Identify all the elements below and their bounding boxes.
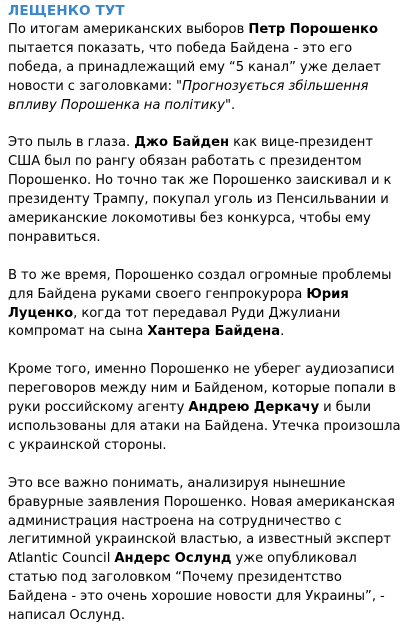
paragraph-text: В то же время, Порошенко создал огромные проблемы для Байдена руками своего генпрокурора	[8, 267, 392, 302]
paragraph-text: Кроме того, именно Порошенко не уберег аудиозаписи переговоров между ним и Байденом, которые попали в руки российскому агенту	[8, 362, 397, 416]
paragraph-spacer	[8, 342, 405, 361]
paragraph-text: По итогам американских выборов	[8, 22, 249, 37]
paragraph-text: , когда тот передавал Руди Джулиани компромат на сына	[8, 305, 341, 340]
post-paragraph-4	[8, 361, 405, 456]
paragraph-text: Это пыль в глаза.	[8, 135, 135, 151]
paragraph-text: .	[231, 97, 236, 113]
person-name-bold: Андрею Деркачу	[188, 400, 320, 416]
paragraph-text: уже опубликовал статью под заголовком “Почему президентство Байдена - это очень хорошие новости для Украины”, - написал Ослунд.	[8, 551, 385, 624]
post-paragraph-2	[8, 134, 405, 247]
paragraph-text: как вице-президент США был по рангу обязан работать с президентом Порошенко. Но точно так же Порошенко заискивал и к президенту Трампу, покупал уголь из Пенсильвании и американские локомотивы без конкурса, чтобы ему понравиться.	[8, 135, 392, 245]
channel-name[interactable]: ЛЕЩЕНКО ТУТ	[8, 3, 125, 19]
post-paragraph-5	[8, 475, 405, 626]
paragraph-text: Это все важно понимать, анализируя нынешние бравурные заявления Порошенко. Новая американская администрация настроена на сотрудничество с легитимной украинской властью, а известный эксперт Atlantic Council	[8, 475, 395, 567]
paragraph-text: .	[280, 324, 285, 340]
paragraph-text: пытается показать, что победа Байдена - это его победа, а принадлежащий ему “5 канал” уже делает новости с заголовками:	[8, 40, 381, 94]
person-name-bold: Андерс Ослунд	[114, 551, 232, 567]
post-paragraph-3	[8, 267, 405, 343]
person-name-bold: Юрия Луценко	[8, 286, 349, 321]
paragraph-text: и были использованы для атаки на Байдена. Утечка произошла с украинской стороны.	[8, 400, 401, 453]
paragraph-spacer	[8, 248, 405, 267]
person-name-bold: Петр Порошенко	[248, 22, 378, 37]
post-paragraph-1	[8, 21, 405, 116]
person-name-bold: Джо Байден	[134, 135, 230, 151]
paragraph-spacer	[8, 116, 405, 135]
quoted-headline: "Прогнозується збільшення впливу Порошенка на політику"	[8, 78, 369, 113]
paragraph-spacer	[8, 456, 405, 475]
person-name-bold: Хантера Байдена	[147, 324, 281, 340]
